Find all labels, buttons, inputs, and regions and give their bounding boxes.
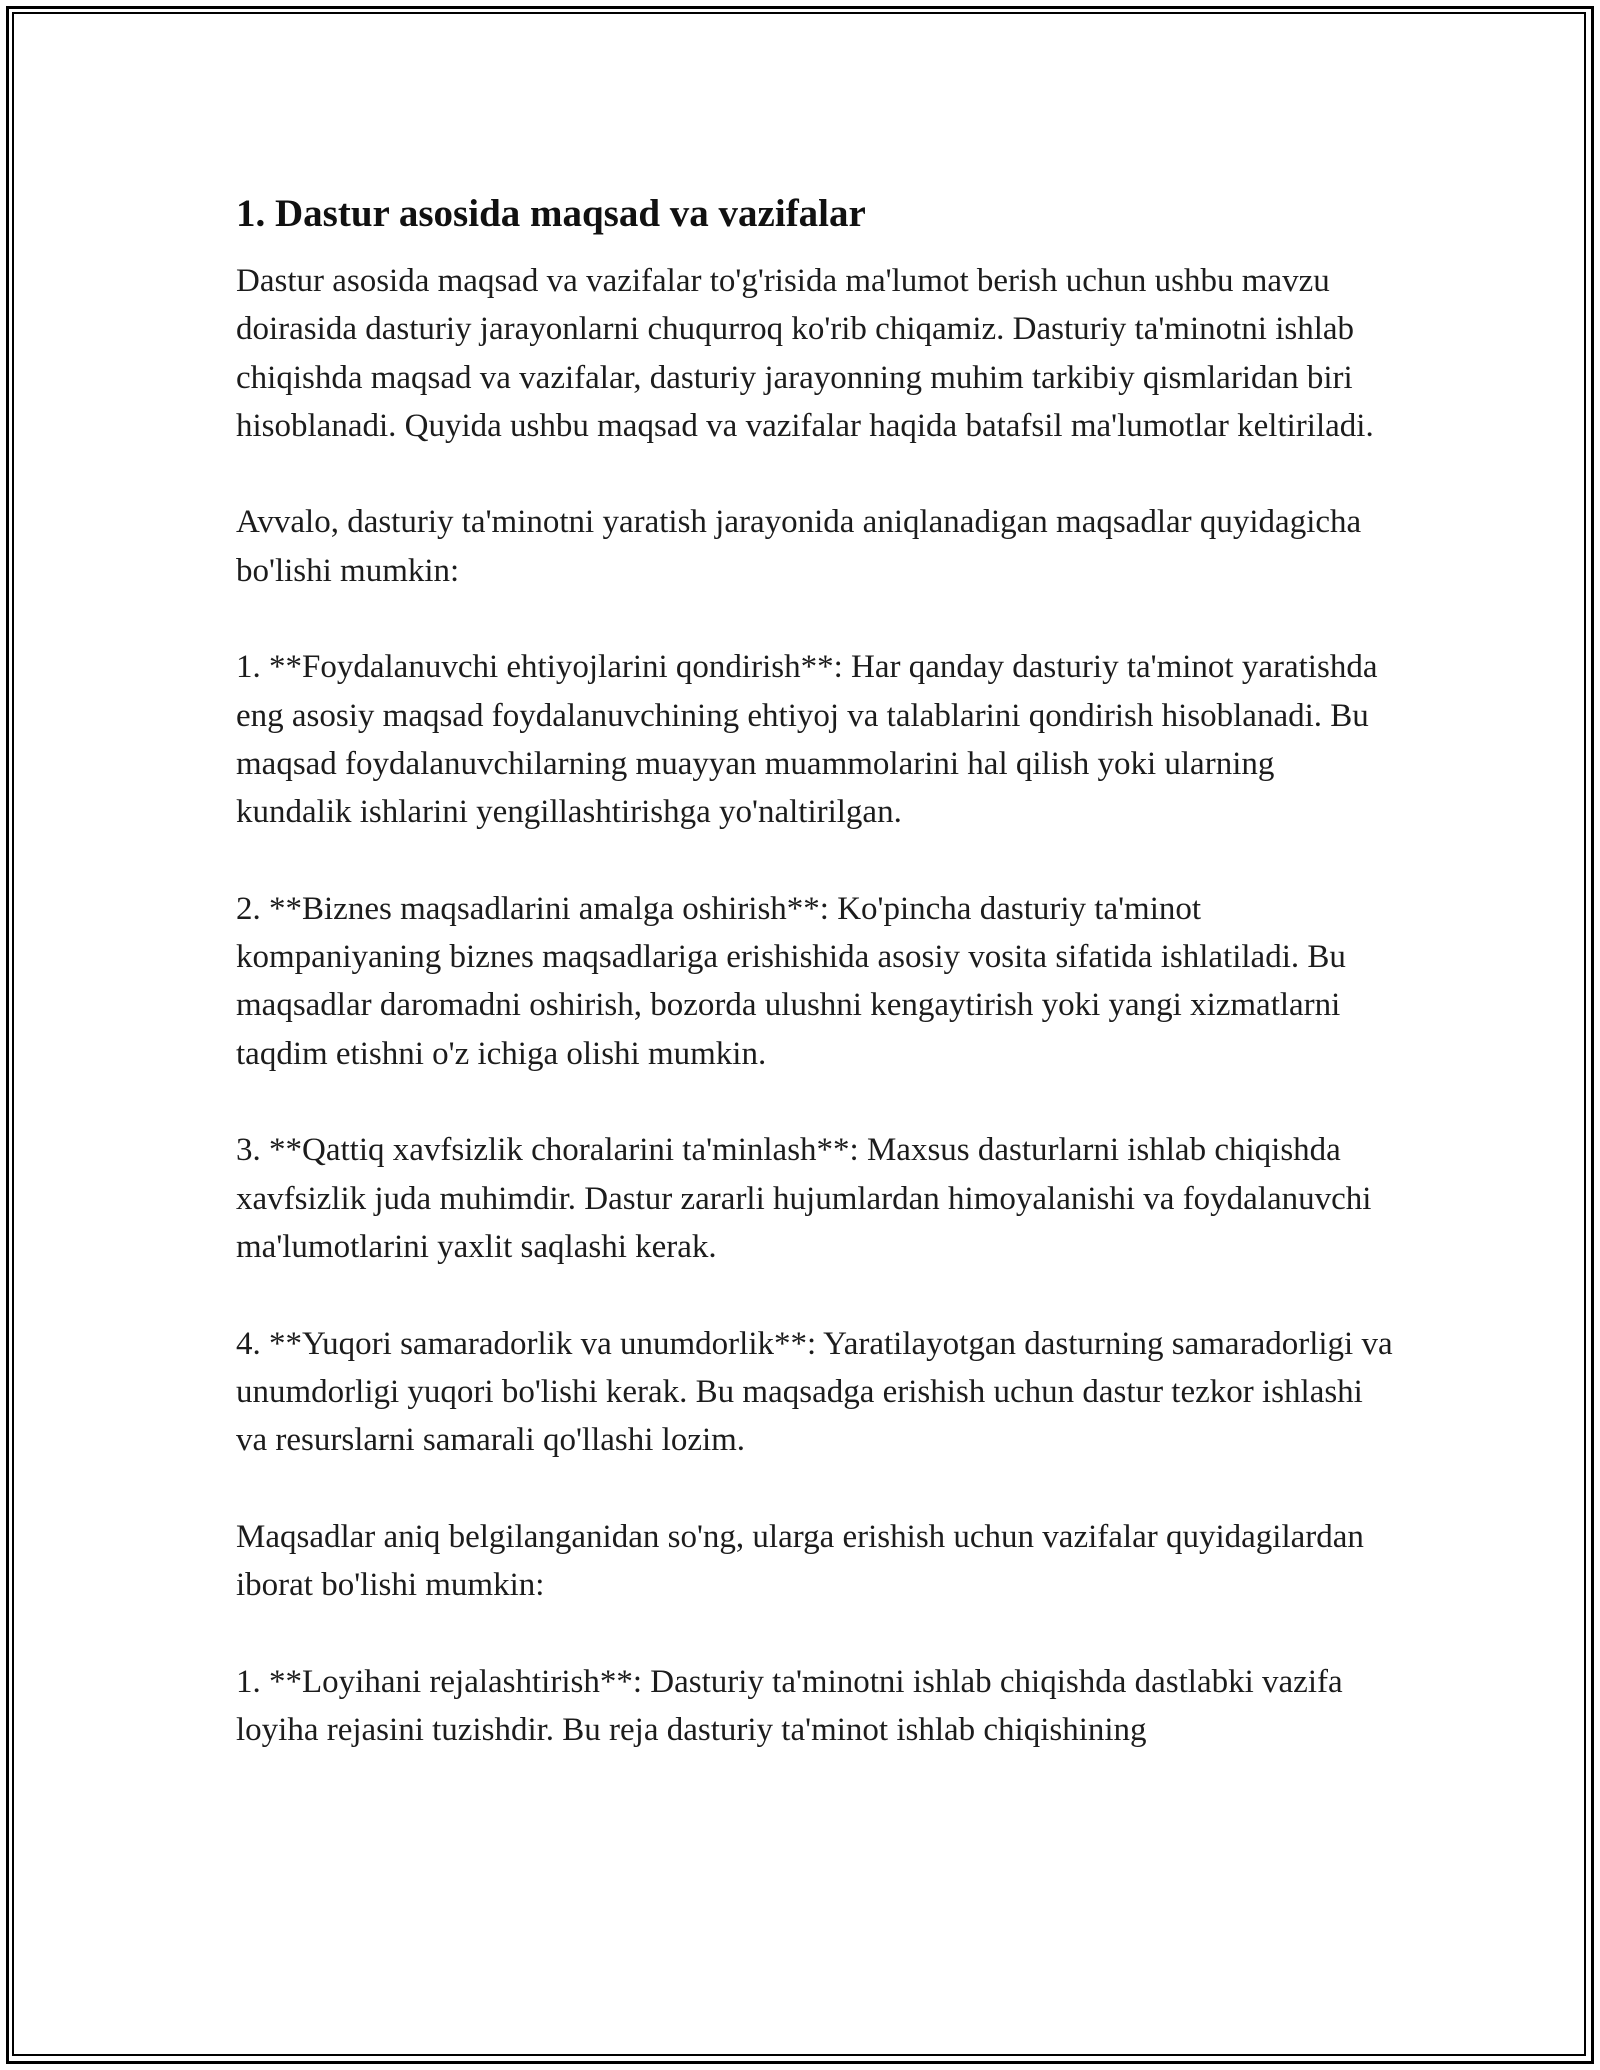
task-item-1: 1. **Loyihani rejalashtirish**: Dasturiy ta'minotni ishlab chiqishda dastlabki vazifa loyiha rejasini tuzishdir. Bu reja dasturiy ta'minot ishlab chiqishining <box>236 1663 1343 1748</box>
goal-item-3: 3. **Qattiq xavfsizlik choralarini ta'minlash**: Maxsus dasturlarni ishlab chiqishda xavfsizlik juda muhimdir. Dastur zararli hujumlardan himoyalanishi va foydalanuvchi ma'lumotlarini yaxlit saqlashi kerak. <box>236 1132 1372 1265</box>
section-heading: 1. Dastur asosida maqsad va vazifalar <box>236 192 866 235</box>
goal-item-2: 2. **Biznes maqsadlarini amalga oshirish**: Ko'pincha dasturiy ta'minot kompaniyaning biznes maqsadlariga erishishida asosiy vosita sifatida ishlatiladi. Bu maqsadlar daromadni oshirish, bozorda ulushni kengaytirish yoki yangi xizmatlarni taqdim etishni o'z ichiga olishi mumkin. <box>236 890 1346 1072</box>
tasks-intro-paragraph: Maqsadlar aniq belgilanganidan so'ng, ularga erishish uchun vazifalar quyidagilardan iborat bo'lishi mumkin: <box>236 1518 1364 1604</box>
goal-item-4: 4. **Yuqori samaradorlik va unumdorlik**: Yaratilayotgan dasturning samaradorligi va unumdorligi yuqori bo'lishi kerak. Bu maqsadga erishish uchun dastur tezkor ishlashi va resurslarni samarali qo'llashi lozim. <box>236 1325 1393 1459</box>
goals-intro-paragraph: Avvalo, dasturiy ta'minotni yaratish jarayonida aniqlanadigan maqsadlar quyidagicha bo'lishi mumkin: <box>236 504 1362 589</box>
intro-paragraph: Dastur asosida maqsad va vazifalar to'g'risida ma'lumot berish uchun ushbu mavzu doirasida dasturiy jarayonlarni chuqurroq ko'rib chiqamiz. Dasturiy ta'minotni ishlab chiqishda maqsad va vazifalar, dasturiy jarayonning muhim tarkibiy qismlaridan biri hisoblanadi. Quyida ushbu maqsad va vazifalar haqida batafsil ma'lumotlar keltiriladi. <box>236 263 1374 444</box>
goal-item-1: 1. **Foydalanuvchi ehtiyojlarini qondirish**: Har qanday dasturiy ta'minot yaratishda eng asosiy maqsad foydalanuvchining ehtiyoj va talablarini qondirish hisoblanadi. Bu maqsad foydalanuvchilarning muayyan muammolarini hal qilish yoki ularning kundalik ishlarini yengillashtirishga yo'naltirilgan. <box>236 649 1378 831</box>
document-body <box>236 185 1396 1754</box>
